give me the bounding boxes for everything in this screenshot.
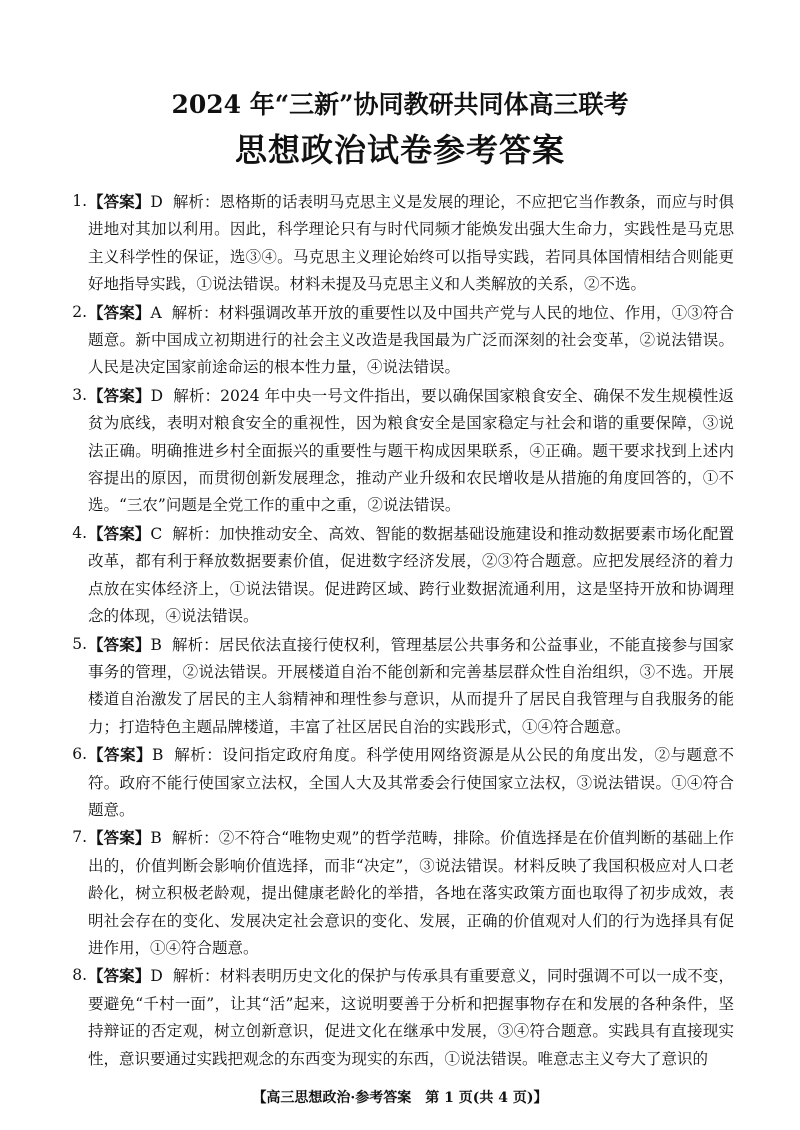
answer-item-3 [74,382,734,520]
answer-item-4 [74,520,734,631]
item-number: 5. [72,634,87,653]
answer-choice: B [150,635,162,654]
answer-tag: 【答案】 [88,523,151,543]
item-number: 3. [72,385,87,404]
answer-explanation: 解析：加快推动安全、高效、智能的数据基础设施建设和推动数据要素市场化配置改革，都有利于释放数据要素价值，促进数字经济发展，②③符合题意。应把发展经济的着力点放在实体经济上，①说法错误。促进跨区域、跨行业数据流通利用，这是坚持开放和协调理念的体现，④说法错误。 [88,524,734,626]
answer-explanation: 解析：2024 年中央一号文件指出，要以确保国家粮食安全、确保不发生规模性返贫为底线，表明对粮食安全的重视性，因为粮食安全是国家稳定与社会和谐的重要保障，③说法正确。明确推进乡村全面振兴的重要性与题干构成因果联系，④正确。题干要求找到上述内容提出的原因，而贯彻创新发展理念，推动产业升级和农民增收是从措施的角度回答的，①不选。“三农”问题是全党工作的重中之重，②说法错误。 [88,386,734,515]
answer-choice: A [150,303,162,322]
item-number: 8. [72,966,87,985]
answer-item-8 [74,962,734,1073]
answer-tag: 【答案】 [88,302,151,322]
answer-item-5 [74,631,734,742]
answer-explanation: 解析：设问指定政府角度。科学使用网络资源是从公民的角度出发，②与题意不符。政府不能行使国家立法权，全国人大及其常委会行使国家立法权，③说法错误。①④符合题意。 [88,746,734,819]
item-number: 6. [72,745,87,764]
answer-item-2 [74,299,734,382]
answer-choice: B [150,829,162,848]
answer-item-7 [74,824,734,962]
item-number: 4. [72,523,87,542]
item-number: 2. [72,302,87,321]
item-number: 1. [72,192,87,210]
answer-choice: D [150,193,163,211]
answer-explanation: 解析：②不符合“唯物史观”的哲学范畴，排除。价值选择是在价值判断的基础上作出的，价值判断会影响价值选择，而非“决定”，③说法错误。材料反映了我国积极应对人口老龄化，树立积极老龄观，提出健康老龄化的举措，各地在落实政策方面也取得了初步成效，表明社会存在的变化、发展决定社会意识的变化、发展，正确的价值观对人们的行为选择具有促进作用，①④符合题意。 [88,829,734,957]
answer-choice: D [150,967,163,986]
answer-explanation: 解析：居民依法直接行使权利，管理基层公共事务和公益事业，不能直接参与国家事务的管理，②说法错误。开展楼道自治不能创新和完善基层群众性自治组织，③不选。开展楼道自治激发了居民的主人翁精神和理性参与意识，从而提升了居民自我管理与自我服务的能力；打造特色主题品牌楼道，丰富了社区居民自治的实践形式，①④符合题意。 [88,635,734,736]
answer-tag: 【答案】 [88,828,151,848]
answer-explanation: 解析：恩格斯的话表明马克思主义是发展的理论，不应把它当作教条，而应与时俱进地对其加以利用。因此，科学理论只有与时代同频才能焕发出强大生命力，实践性是马克思主义科学性的保证，选③④。马克思主义理论始终可以指导实践，若同具体国情相结合则能更好地指导实践，①说法错误。材料未提及马克思主义和人类解放的关系，②不选。 [88,193,734,294]
answer-tag: 【答案】 [88,192,151,211]
answer-explanation: 解析：材料强调改革开放的重要性以及中国共产党与人民的地位、作用，①③符合题意。新中国成立初期进行的社会主义改造是我国最为广泛而深刻的社会变革，②说法错误。人民是决定国家前途命运的根本性力量，④说法错误。 [88,303,734,377]
answer-tag: 【答案】 [88,745,153,765]
answer-list [74,188,734,1073]
page-footer: 【高三思想政治·参考答案 第 1 页(共 4 页)】 [252,1090,548,1106]
exam-title: 2024 年“三新”协同教研共同体高三联考 [171,90,629,119]
answer-tag: 【答案】 [88,966,151,986]
answer-choice: C [150,524,163,543]
answer-tag: 【答案】 [88,634,151,654]
answer-item-1 [74,188,734,299]
item-number: 7. [72,828,87,847]
answer-item-6 [74,741,734,824]
answer-explanation: 解析：材料表明历史文化的保护与传承具有重要意义，同时强调不可以一成不变，要避免“千村一面”，让其“活”起来，这说明要善于分析和把握事物存在和发展的各种条件，坚持辩证的否定观，树立创新意识，促进文化在继承中发展，③④符合题意。实践具有直接现实性，意识要通过实践把观念的东西变为现实的东西，①说法错误。唯意志主义夸大了意识的 [88,967,734,1068]
answer-tag: 【答案】 [88,385,151,405]
answer-choice: D [150,386,164,405]
answer-choice: B [152,746,164,765]
document-title: 思想政治试卷参考答案 [234,131,565,169]
